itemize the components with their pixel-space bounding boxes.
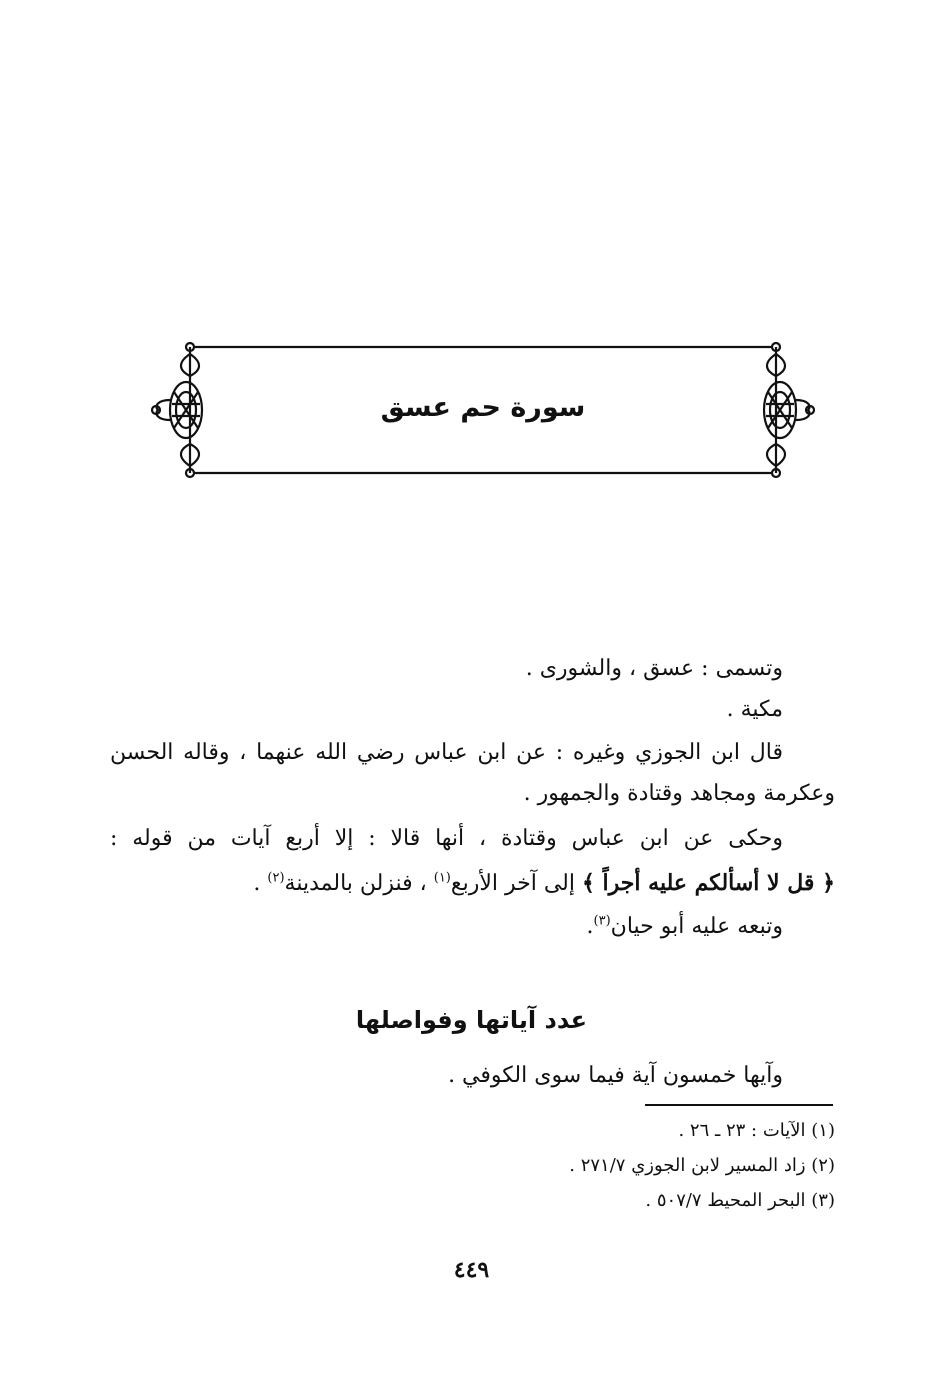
footnote-3: (٣) البحر المحيط ٥٠٧/٧ . — [645, 1190, 835, 1211]
verses-count-line: وآيها خمسون آية فيما سوى الكوفي . — [448, 1063, 783, 1088]
exception-line-2 — [253, 870, 835, 896]
quote-line-1: قال ابن الجوزي وغيره : عن ابن عباس رضي الله عنهما ، وقاله الحسن — [110, 740, 783, 765]
quran-quote: ﴿ قل لا أسألكم عليه أجراً ﴾ — [581, 870, 835, 896]
footnote-ref-2[interactable]: (٢) — [267, 870, 285, 886]
exception-rest-2: ، فنزلن بالمدينة — [284, 871, 427, 896]
followed-text: وتبعه عليه أبو حيان — [610, 914, 783, 939]
surah-type-line: مكية . — [726, 697, 783, 722]
followed-end: . — [586, 914, 594, 939]
exception-end: . — [253, 871, 261, 896]
surah-names-line: وتسمى : عسق ، والشورى . — [525, 656, 783, 681]
followed-line — [587, 914, 783, 939]
footnote-1: (١) الآيات : ٢٣ ـ ٢٦ . — [678, 1120, 835, 1141]
footnote-divider — [645, 1104, 833, 1106]
page-number: ٤٤٩ — [453, 1257, 490, 1283]
footnote-ref-3[interactable]: (٣) — [593, 913, 611, 929]
title-frame — [148, 340, 818, 480]
footnote-2: (٢) زاد المسير لابن الجوزي ٢٧١/٧ . — [569, 1155, 835, 1176]
exception-line-1: وحكى عن ابن عباس وقتادة ، أنها قالا : إلا أربع آيات من قوله : — [110, 826, 783, 851]
surah-title: سورة حم عسق — [380, 392, 586, 423]
quote-line-2: وعكرمة ومجاهد وقتادة والجمهور . — [523, 781, 835, 806]
footnote-ref-1[interactable]: (١) — [433, 870, 451, 886]
exception-rest: إلى آخر الأربع — [450, 871, 575, 896]
section-heading: عدد آياتها وفواصلها — [355, 1006, 588, 1034]
